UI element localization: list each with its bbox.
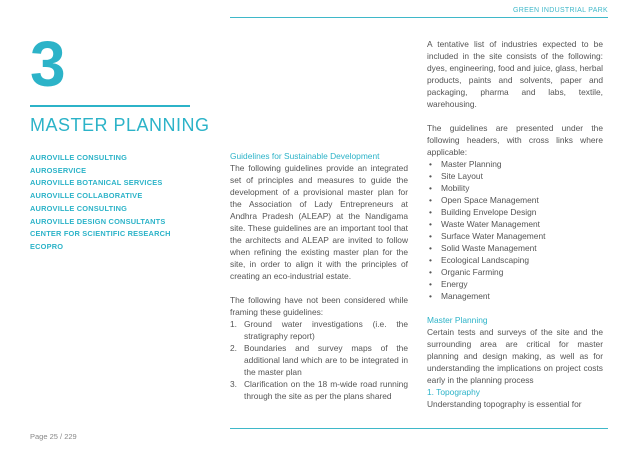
list-item [427,254,603,266]
paragraph: A tentative list of industries expected to be included in the site consists of the following: dyes, engineering, food and juice, glass, herbal products, paints and solvents, paper and packaging, pharma and labs, textile, warehousing. [427,39,603,109]
list-item [427,182,603,194]
bullet-icon: • [429,279,432,289]
list-item [427,158,603,170]
footer-rule [230,428,608,429]
page-number: Page 25 / 229 [30,432,77,441]
author-item: AUROVILLE DESIGN CONSULTANTS [30,216,166,226]
bullet-icon: • [429,291,432,301]
list-text: Ground water investigations (i.e. the stratigraphy report) [244,319,408,341]
list-item [230,378,408,402]
list-text: Building Envelope Design [441,207,537,217]
bullet-icon: • [429,183,432,193]
list-item [230,318,408,342]
list-text: Master Planning [441,159,502,169]
chapter-rule [30,105,190,107]
chapter-title: MASTER PLANNING [30,115,210,135]
list-text: Solid Waste Management [441,243,537,253]
author-item: CENTER FOR SCIENTIFIC RESEARCH [30,229,171,239]
list-text: Surface Water Management [441,231,546,241]
list-number: 2. [230,343,237,353]
paragraph: Certain tests and surveys of the site and the surrounding area are critical for master planning and design making, as well as for understanding the implications on project costs early in the planning process [427,327,603,385]
list-number: 3. [230,379,237,389]
paragraph: The following guidelines provide an integrated set of principles and measures to guide the development of a provisional master plan for the Association of Lady Entrepreneurs at Andhra Pradesh (ALEAP) at the Nandigama site. These guidelines are an important tool that the architects and ALEAP are invited to follow when refining the existing master plan for the site, in order to align it with the principles of creating an eco-industrial estate. [230,163,408,281]
list-item [427,218,603,230]
author-item: AUROVILLE CONSULTING [30,153,128,162]
subsection-heading: 1. Topography [427,387,480,397]
list-item [230,342,408,378]
paragraph: The guidelines are presented under the following headers, with cross links where applicable: [427,123,603,157]
bullet-icon: • [429,231,432,241]
list-text: Waste Water Management [441,219,540,229]
author-list [30,152,171,254]
bullet-icon: • [429,195,432,205]
chapter-number: 3 [30,28,66,100]
author-item: AUROVILLE CONSULTING [30,203,128,213]
list-item [427,230,603,242]
author-item: AUROSERVICE [30,165,87,175]
bullet-icon: • [429,171,432,181]
bullet-icon: • [429,219,432,229]
list-item [427,206,603,218]
paragraph: Understanding topography is essential for [427,399,582,409]
section-heading: Master Planning [427,315,488,325]
bullet-icon: • [429,159,432,169]
header-rule [230,17,608,18]
list-item [427,170,603,182]
list-text: Boundaries and survey maps of the additional land which are to be integrated in the master plan [244,343,408,377]
right-column [427,38,603,410]
bullet-icon: • [429,207,432,217]
list-item [427,266,603,278]
list-text: Site Layout [441,171,483,181]
list-text: Mobility [441,183,470,193]
bullet-icon: • [429,255,432,265]
list-text: Management [441,291,490,301]
list-number: 1. [230,319,237,329]
list-text: Clarification on the 18 m-wide road running through the site as per the plans shared [244,379,408,401]
list-item [427,290,603,302]
list-text: Energy [441,279,468,289]
middle-column [230,150,408,402]
numbered-list [230,318,408,402]
author-item: AUROVILLE COLLABORATIVE [30,191,143,201]
list-item [427,242,603,254]
author-item: ECOPRO [30,241,64,251]
bullet-icon: • [429,267,432,277]
section-heading: Guidelines for Sustainable Development [230,151,380,161]
list-item [427,278,603,290]
paragraph: The following have not been considered while framing these guidelines: [230,295,408,317]
list-text: Open Space Management [441,195,539,205]
list-text: Organic Farming [441,267,504,277]
bullet-icon: • [429,243,432,253]
running-header: GREEN INDUSTRIAL PARK [513,7,608,14]
author-item: AUROVILLE BOTANICAL SERVICES [30,178,163,188]
list-item [427,194,603,206]
list-text: Ecological Landscaping [441,255,529,265]
bullet-list [427,158,603,302]
